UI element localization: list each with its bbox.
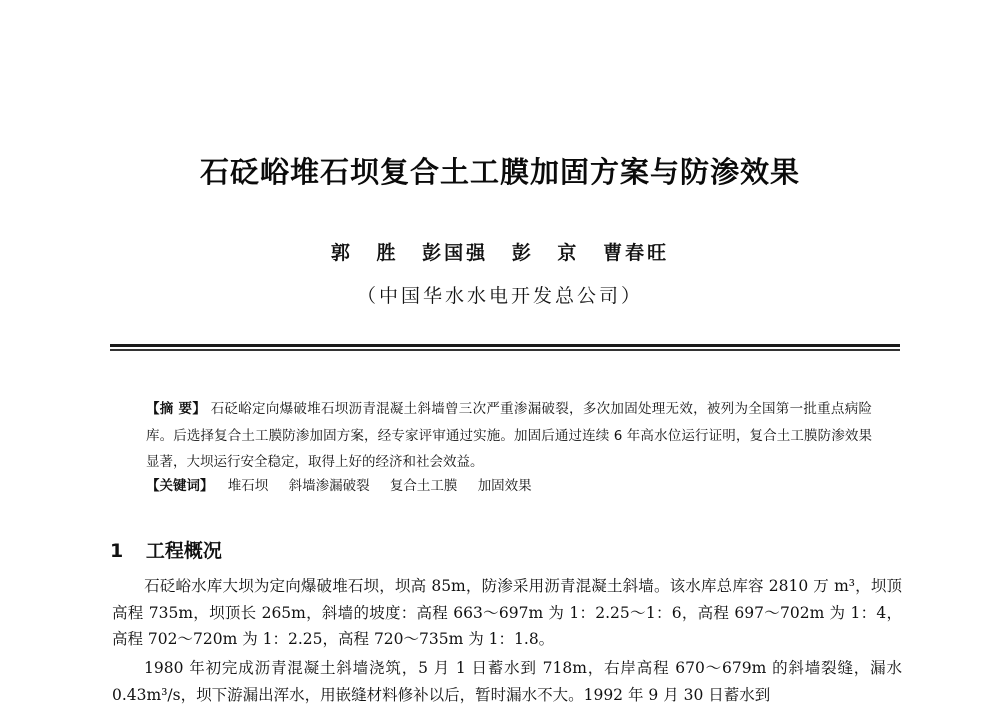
author: 曹春旺 [603,242,670,264]
affiliation: （中国华水水电开发总公司） [356,285,643,307]
paper-title: 石砭峪堆石坝复合土工膜加固方案与防渗效果 [199,155,800,189]
section-heading [110,536,222,563]
paragraph-text: 1980 年初完成沥青混凝土斜墙浇筑，5 月 1 日蓄水到 718m，右岸高程 670～679m 的斜墙裂缝，漏水 0.43m³/s，坝下游漏出浑水，用嵌缝材料修补以后，暂时漏水不大。1992 年 9 月 30 日蓄水到 [112,659,902,704]
keyword: 斜墙渗漏破裂 [288,478,370,494]
keywords [146,473,872,499]
author: 彭国强 [422,242,489,264]
abstract-text: 石砭峪定向爆破堆石坝沥青混凝土斜墙曾三次严重渗漏破裂，多次加固处理无效，被列为全国第一批重点病险库。后选择复合土工膜防渗加固方案，经专家评审通过实施。加固后通过连续 6 年高水位运行证明，复合土工膜防渗效果显著，大坝运行安全稳定，取得上好的经济和社会效益。 [146,401,873,470]
keyword: 复合土工膜 [389,478,458,494]
abstract [146,396,872,476]
section-number: 1 [110,540,124,562]
body-paragraph [112,655,902,708]
keyword: 堆石坝 [227,478,269,494]
header-rule [110,344,900,347]
section-title: 工程概况 [145,540,222,562]
keywords-tag: 【关键词】 [146,478,214,494]
author: 郭 胜 [330,242,399,264]
paragraph-text: 石砭峪水库大坝为定向爆破堆石坝，坝高 85m，防渗采用沥青混凝土斜墙。该水库总库容 2810 万 m³，坝顶高程 735m，坝顶长 265m，斜墙的坡度：高程 663～697m 为 1：2.25～1：6，高程 697～702m 为 1：4，高程 702～720m 为 1：2.25，高程 720～735m 为 1：1.8。 [112,577,902,648]
abstract-tag: 【摘 要】 [146,401,207,417]
author: 彭 京 [511,242,580,264]
header-rule-thin [110,349,900,351]
keyword: 加固效果 [477,478,532,494]
author-list [0,238,1000,265]
body-paragraph [112,573,902,653]
